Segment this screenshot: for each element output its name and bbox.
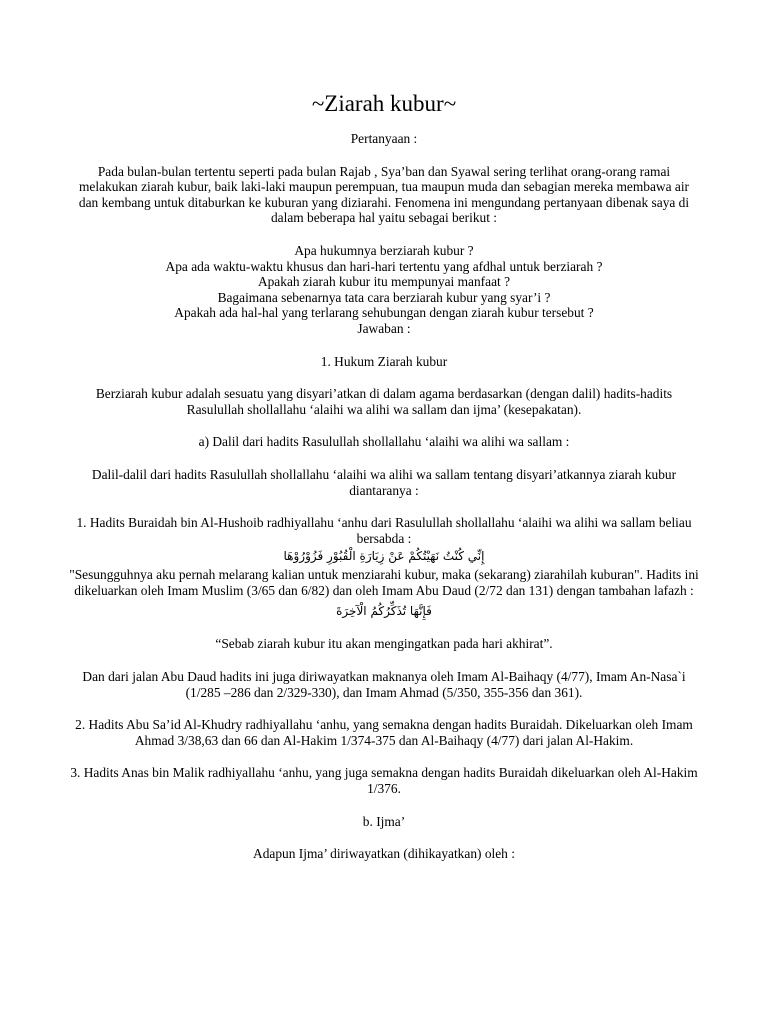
section1-heading: 1. Hukum Ziarah kubur [320, 353, 448, 369]
document-body [68, 90, 700, 879]
question-list [68, 243, 700, 321]
hadith1-translation: "Sesungguhnya aku pernah melarang kalian untuk menziarahi kubur, maka (sekarang) ziarahilah kuburan". Hadits ini dikeluarkan oleh Imam Muslim (3/65 dan 6/82) dan oleh Imam Abu Daud (2/72 dan 131) dengan tambahan lafazh : [69, 567, 699, 598]
hadith1-translation-addition: “Sebab ziarah kubur itu akan mengingatkan pada hari akhirat”. [215, 636, 553, 652]
hadith2-paragraph: 2. Hadits Abu Sa’id Al-Khudry radhiyallahu ‘anhu, yang semakna dengan hadits Buraidah. Dikeluarkan oleh Imam Ahmad 3/38,63 dan 66 dan Al-Hakim 1/374-375 dan Al-Baihaqy (4/77) dari jalan Al-Hakim. [75, 717, 693, 748]
section1-paragraph: Berziarah kubur adalah sesuatu yang disyari’atkan di dalam agama berdasarkan (dengan dalil) hadits-hadits Rasulullah shollallahu ‘alaihi wa alihi wa sallam dan ijma’ (kesepakatan). [95, 386, 673, 417]
sub-b-heading: b. Ijma’ [362, 813, 406, 829]
hadith1-arabic-addition: فَإِنَّهَا تُذَكِّرُكُمُ الْآخِرَةَ [336, 604, 432, 619]
intro-paragraph: Pada bulan-bulan tertentu seperti pada bulan Rajab , Sya’ban dan Syawal sering terlihat orang-orang ramai melakukan ziarah kubur, baik laki-laki maupun perempuan, tua maupun muda dan sebagian mereka membawa air dan kembang untuk ditaburkan ke kuburan yang diziarahi. Fenomena ini mengundang pertanyaan dibenak saya di dalam beberapa hal yaitu sebagai berikut : [78, 163, 690, 226]
question-item: Apa hukumnya berziarah kubur ? [294, 242, 474, 258]
question-item: Apakah ada hal-hal yang terlarang sehubungan dengan ziarah kubur tersebut ? [174, 305, 594, 321]
abu-daud-paragraph: Dan dari jalan Abu Daud hadits ini juga diriwayatkan maknanya oleh Imam Al-Baihaqy (4/77), Imam An-Nasa`i (1/285 –286 dan 2/329-330), dan Imam Ahmad (5/350, 355-356 dan 361). [82, 669, 686, 700]
pertanyaan-label: Pertanyaan : [350, 131, 418, 146]
hadith1-intro: 1. Hadits Buraidah bin Al-Hushoib radhiyallahu ‘anhu dari Rasulullah shollallahu ‘alaihi wa alihi wa sallam beliau bersabda : [76, 515, 692, 546]
question-item: Bagaimana sebenarnya tata cara berziarah kubur yang syar’i ? [217, 289, 551, 305]
sub-a-paragraph: Dalil-dalil dari hadits Rasulullah shollallahu ‘alaihi wa alihi wa sallam tentang disyari’atkannya ziarah kubur diantaranya : [91, 466, 677, 498]
hadith1-arabic: إِنِّي كُنْتُ نَهَيْتُكُمْ عَنْ زِيَارَةِ الْقُبُوْرِ فَزُوْرُوْهَا [283, 549, 485, 564]
sub-b-paragraph: Adapun Ijma’ diriwayatkan (dihikayatkan) oleh : [253, 846, 515, 862]
page-title: ~Ziarah kubur~ [311, 91, 457, 116]
jawaban-label: Jawaban : [357, 320, 411, 336]
hadith3-paragraph: 3. Hadits Anas bin Malik radhiyallahu ‘anhu, yang juga semakna dengan hadits Buraidah dikeluarkan oleh Al-Hakim 1/376. [70, 765, 698, 797]
question-item: Apa ada waktu-waktu khusus dan hari-hari tertentu yang afdhal untuk berziarah ? [165, 258, 603, 274]
question-item: Apakah ziarah kubur itu mempunyai manfaat ? [257, 274, 511, 290]
sub-a-heading: a) Dalil dari hadits Rasulullah shollallahu ‘alaihi wa alihi wa sallam : [198, 434, 570, 450]
